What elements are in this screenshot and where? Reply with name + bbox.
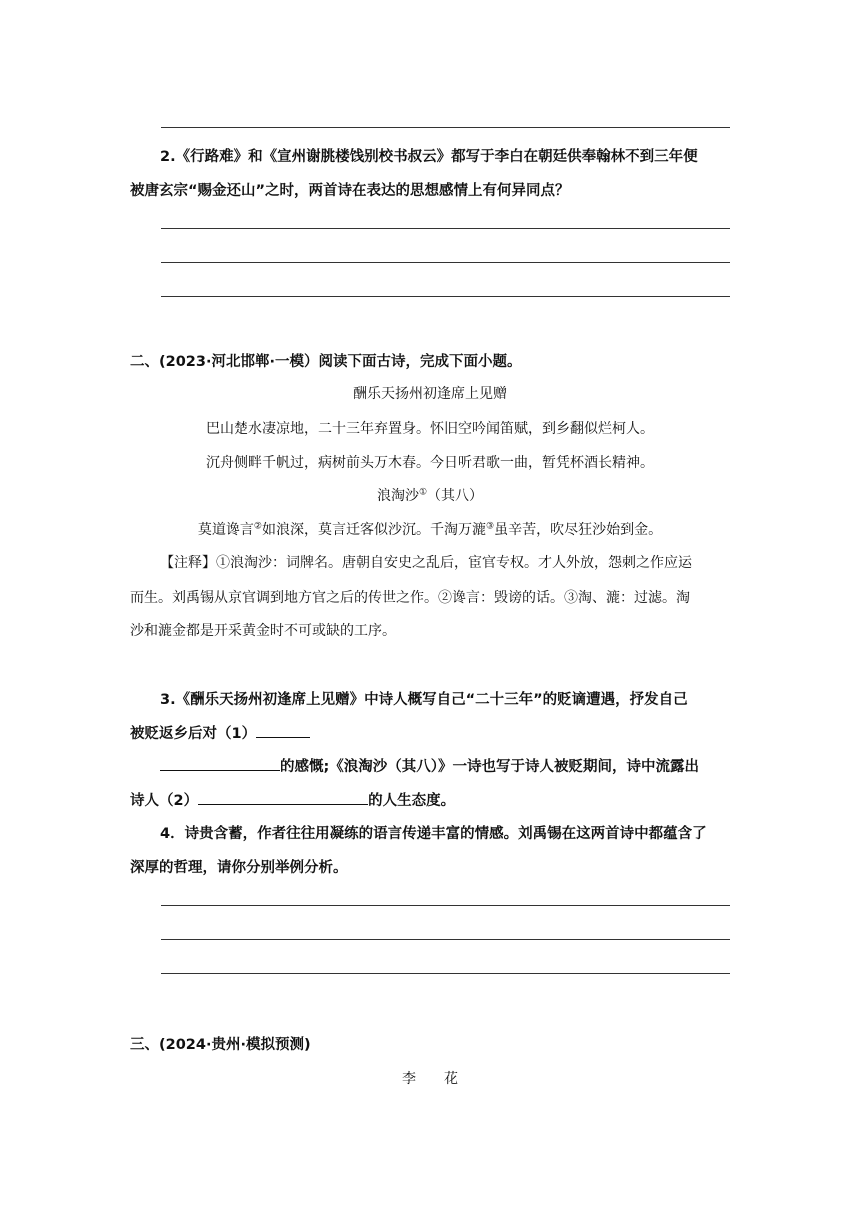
section-3-heading: 三、(2024·贵州·模拟预测) — [130, 1037, 311, 1053]
answer-line[interactable] — [161, 973, 730, 974]
question-2-line-1: 2.《行路难》和《宣州谢朓楼饯别校书叔云》都写于李白在朝廷供奉翰林不到三年便 — [160, 149, 698, 165]
question-3-text: 的感慨;《浪淘沙（其八）》一诗也写于诗人被贬期间，诗中流露出 — [280, 759, 700, 775]
question-3-text: 的人生态度。 — [368, 793, 456, 809]
question-3-line-4 — [130, 789, 455, 810]
footnote-mark: ③ — [486, 521, 495, 532]
poem-2-title-text: 浪淘沙 — [376, 488, 419, 504]
answer-line[interactable] — [161, 296, 730, 297]
fill-blank-1-continued[interactable] — [160, 756, 280, 772]
answer-line — [161, 127, 730, 128]
section-3-poem-title: 李 花 — [402, 1071, 458, 1087]
section-2-heading: 二、(2023·河北邯郸·一模）阅读下面古诗，完成下面小题。 — [130, 354, 522, 370]
question-3-text: 诗人（2） — [130, 793, 199, 809]
poem-2-title-suffix: （其八） — [427, 488, 484, 504]
note-line-3: 沙和漉金都是开采黄金时不可或缺的工序。 — [130, 623, 396, 639]
poem-2-text: 虽辛苦，吹尽狂沙始到金。 — [494, 522, 663, 538]
poem-2-body — [0, 519, 860, 539]
answer-line[interactable] — [161, 905, 730, 906]
footnote-mark: ① — [418, 487, 428, 498]
poem-1-title: 酬乐天扬州初逢席上见赠 — [353, 386, 507, 402]
question-3-text: 被贬返乡后对（1） — [130, 726, 257, 742]
question-3-line-2 — [130, 722, 310, 743]
poem-2-text: 如浪深，莫言迁客似沙沉。千淘万漉 — [262, 522, 486, 538]
question-4-line-1: 4．诗贵含蓄，作者往往用凝练的语言传递丰富的情感。刘禹锡在这两首诗中都蕴含了 — [160, 826, 707, 842]
answer-line[interactable] — [161, 939, 730, 940]
footnote-mark: ② — [253, 521, 262, 532]
question-4-line-2: 深厚的哲理，请你分别举例分析。 — [130, 860, 348, 876]
poem-2-title — [0, 485, 860, 505]
note-line-1: 【注释】①浪淘沙：词牌名。唐朝自安史之乱后，宦官专权。才人外放，怨刺之作应运 — [160, 555, 692, 571]
question-2-line-2: 被唐玄宗“赐金还山”之时，两首诗在表达的思想感情上有何异同点？ — [130, 183, 570, 199]
question-3-line-3 — [160, 755, 699, 776]
answer-line[interactable] — [161, 262, 730, 263]
fill-blank-1[interactable] — [256, 723, 310, 739]
fill-blank-2[interactable] — [198, 790, 368, 806]
question-3-line-1: 3.《酬乐天扬州初逢席上见赠》中诗人概写自己“二十三年”的贬谪遭遇，抒发自己 — [160, 692, 688, 708]
note-line-2: 而生。刘禹锡从京官调到地方官之后的传世之作。②谗言：毁谤的话。③淘、漉：过滤。淘 — [130, 590, 690, 606]
poem-2-text: 莫道谗言 — [197, 522, 254, 538]
poem-1-line-1: 巴山楚水凄凉地，二十三年弃置身。怀旧空吟闻笛赋，到乡翻似烂柯人。 — [206, 421, 654, 437]
poem-1-line-2: 沉舟侧畔千帆过，病树前头万木春。今日听君歌一曲，暂凭杯酒长精神。 — [206, 455, 654, 471]
answer-line[interactable] — [161, 228, 730, 229]
